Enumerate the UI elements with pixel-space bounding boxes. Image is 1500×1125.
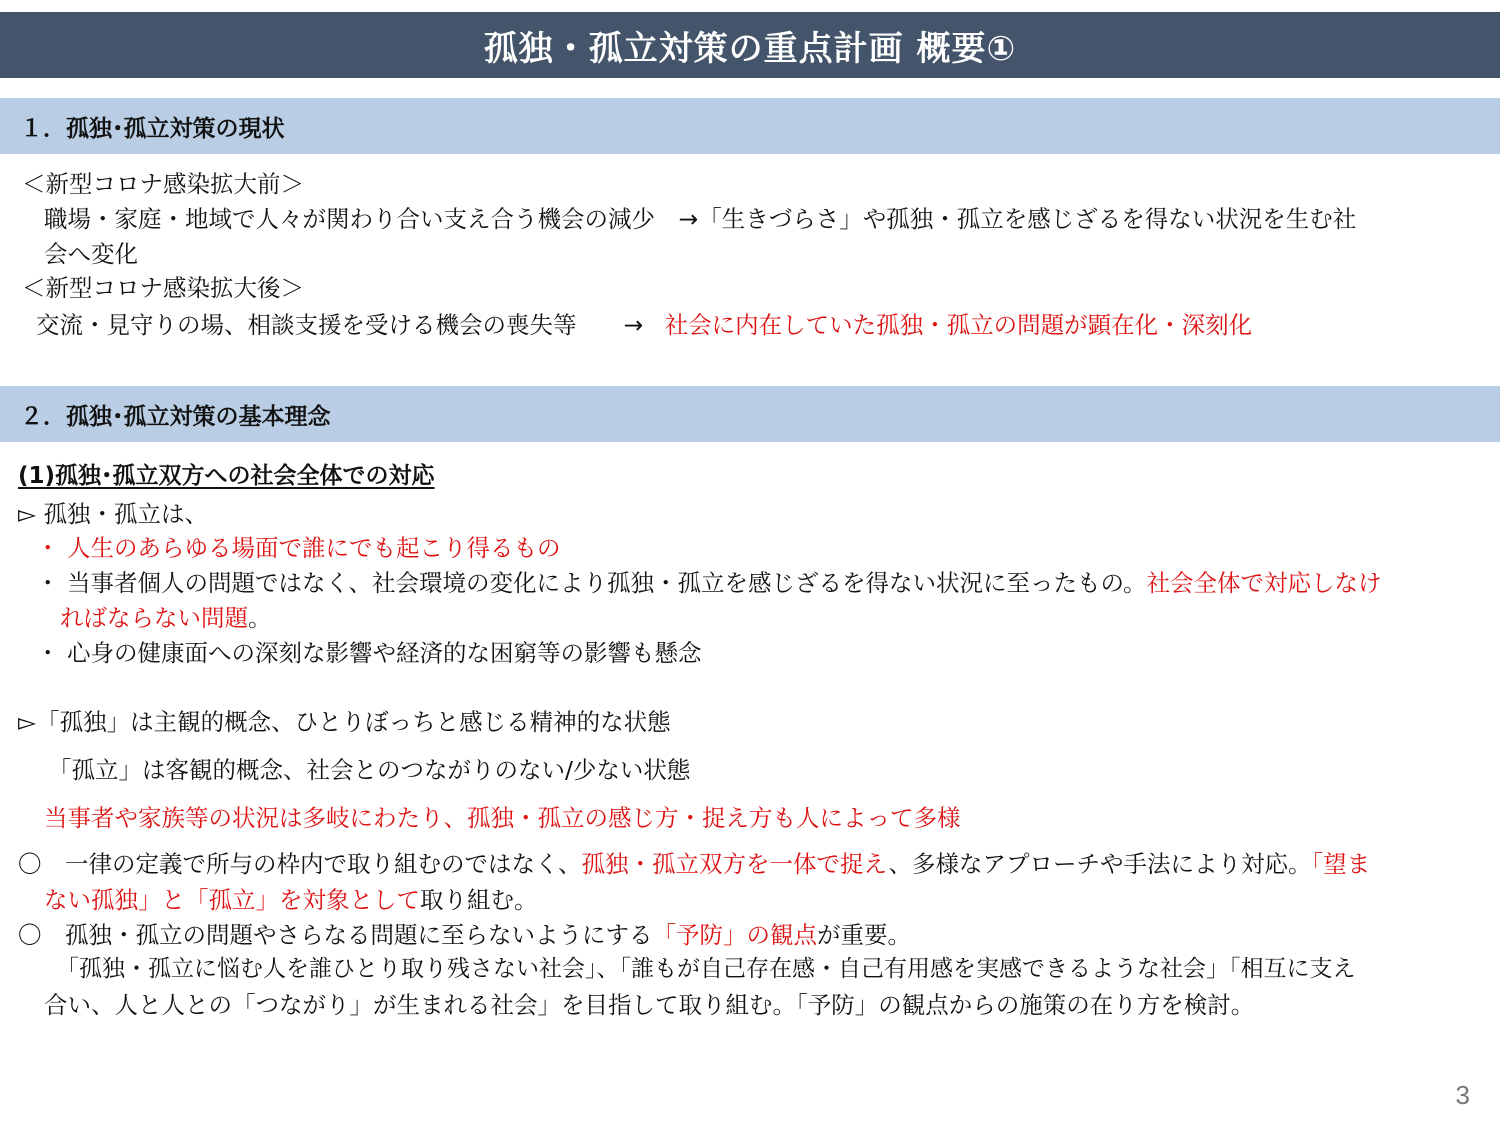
circle-1-text-a: 〇 一律の定義で所与の枠内で取り組むのではなく、: [18, 850, 582, 878]
circle-1-emphasis-b-cont: ない孤独」と「孤立」を対象として: [44, 886, 420, 914]
point-1-bullet-2-cont: [60, 604, 272, 632]
circle-1-text-b: 、多様なアプローチや手法により対応。: [888, 850, 1312, 878]
before-pandemic-label: ＜新型コロナ感染拡大前＞: [22, 170, 304, 198]
circle-point-1-line-1: [18, 850, 1370, 878]
point-2-line-3: 当事者や家族等の状況は多岐にわたり、孤独・孤立の感じ方・捉え方も人によって多様: [44, 804, 961, 832]
point-1-intro: ▻ 孤独・孤立は、: [18, 500, 209, 528]
circle-point-2-line-1: [18, 921, 911, 949]
bullet-2-end: 。: [248, 604, 272, 632]
point-2-line-1: ▻「孤独」は主観的概念、ひとりぼっちと感じる精神的な状態: [18, 708, 671, 736]
circle-point-1-line-2: [44, 886, 538, 914]
bullet-2-emphasis: 社会全体で対応しなけ: [1146, 569, 1382, 597]
page-title: 孤独・孤立対策の重点計画 概要①: [0, 12, 1500, 78]
bullet-2-emphasis-cont: ればならない問題: [60, 604, 248, 632]
section-2-heading: ２．孤独･孤立対策の基本理念: [0, 386, 1500, 442]
after-pandemic-label: ＜新型コロナ感染拡大後＞: [22, 274, 304, 302]
before-pandemic-text-line-1: 職場・家庭・地域で人々が関わり合い支え合う機会の減少 →「生きづらさ」や孤独・孤立を感じざるを得ない状況を生む社: [44, 205, 1357, 233]
point-2-line-2: 「孤立」は客観的概念、社会とのつながりのない/少ない状態: [48, 756, 691, 784]
after-pandemic-cause: 交流・見守りの場、相談支援を受ける機会の喪失等 →: [36, 311, 644, 339]
section-1-heading: １．孤独･孤立対策の現状: [0, 98, 1500, 154]
before-pandemic-text-line-2: 会へ変化: [44, 240, 138, 268]
point-1-bullet-3: ・ 心身の健康面への深刻な影響や経済的な困窮等の影響も懸念: [36, 639, 702, 667]
circle-2-text-a: 〇 孤独・孤立の問題やさらなる問題に至らないようにする: [18, 921, 653, 949]
point-1-bullet-2: [36, 569, 1382, 597]
circle-point-2-line-3: 合い、人と人との「つながり」が生まれる社会」を目指して取り組む。「予防」の観点からの施策の在り方を検討。: [44, 991, 1255, 1019]
circle-2-emphasis: 「予防」の観点: [652, 921, 817, 949]
after-pandemic-emphasis: 社会に内在していた孤独・孤立の問題が顕在化・深刻化: [664, 311, 1253, 339]
circle-point-2-line-2: 「孤独・孤立に悩む人を誰ひとり取り残さない社会」、「誰もが自己存在感・自己有用感を実感できるような社会」「相互に支え: [56, 956, 1356, 982]
point-1-bullet-1: ・ 人生のあらゆる場面で誰にでも起こり得るもの: [36, 534, 561, 562]
after-pandemic-text: [36, 311, 1252, 339]
circle-1-text-c: 取り組む。: [420, 886, 538, 914]
circle-2-text-b: が重要。: [817, 921, 911, 949]
subsection-heading: (1)孤独･孤立双方への社会全体での対応: [18, 463, 435, 489]
bullet-2-text: ・ 当事者個人の問題ではなく、社会環境の変化により孤独・孤立を感じざるを得ない状況に至ったもの。: [36, 569, 1147, 597]
circle-1-emphasis-a: 孤独・孤立双方を一体で捉え: [581, 850, 889, 878]
page-number: 3: [1455, 1080, 1470, 1110]
circle-1-emphasis-b: 「望ま: [1311, 850, 1371, 878]
